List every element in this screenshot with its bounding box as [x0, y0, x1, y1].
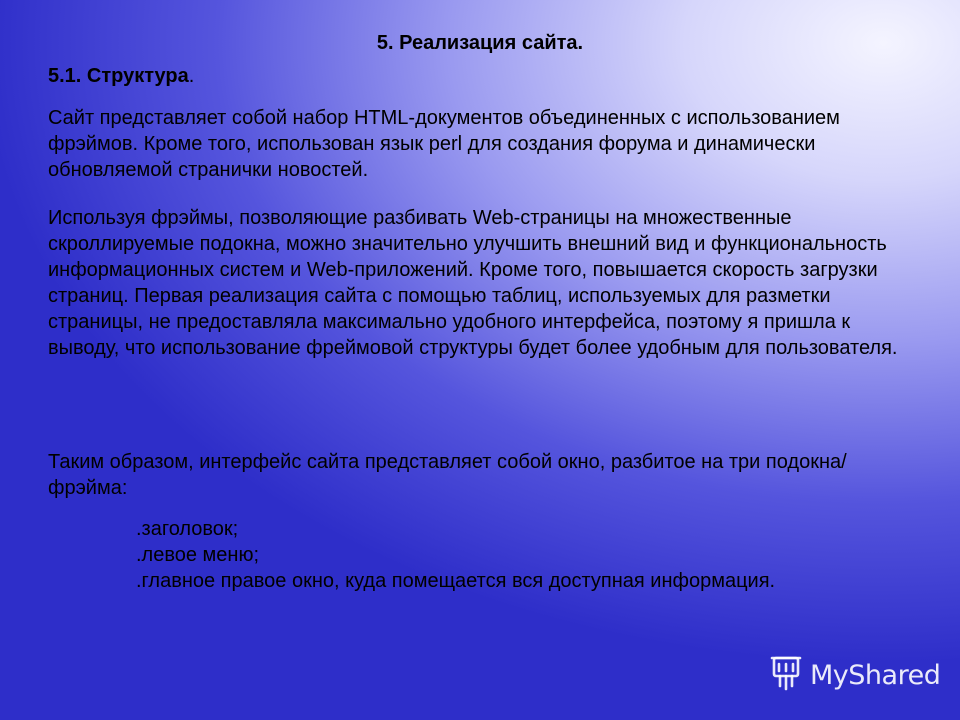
paragraph-interface: Таким образом, интерфейс сайта представляет собой окно, разбитое на три подокна/фрэйма: — [48, 451, 847, 499]
section-heading-tail: . — [188, 65, 195, 87]
watermark-logo — [768, 655, 940, 695]
paragraph-intro: Сайт представляет собой набор HTML-документов объединенных с использованием фрэймов. Кроме того, использован язык perl для создания форума и динамически обновляемой странички новостей. — [48, 107, 840, 181]
section-heading-bold: 5.1. Структура — [48, 65, 189, 87]
frame-list — [136, 516, 775, 594]
list-item: .левое меню; — [136, 544, 260, 566]
paragraph-frames: Используя фрэймы, позволяющие разбивать Web-страницы на множественные скроллируемые подокна, можно значительно улучшить внешний вид и функциональность информационных систем и Web-приложений. Кроме того, повышается скорость загрузки страниц. Первая реализация сайта с помощью таблиц, используемых для разметки страницы, не предоставляла максимально удобного интерфейса, поэтому я пришла к выводу, что использование фреймовой структуры будет более удобным для пользователя. — [48, 207, 898, 359]
section-heading — [48, 63, 194, 89]
slide-title: 5. Реализация сайта. — [376, 32, 584, 54]
watermark-text: MyShared — [810, 659, 941, 691]
presentation-board-icon — [768, 654, 804, 697]
list-item: .заголовок; — [136, 518, 239, 540]
list-item: .главное правое окно, куда помещается вся доступная информация. — [136, 570, 776, 592]
